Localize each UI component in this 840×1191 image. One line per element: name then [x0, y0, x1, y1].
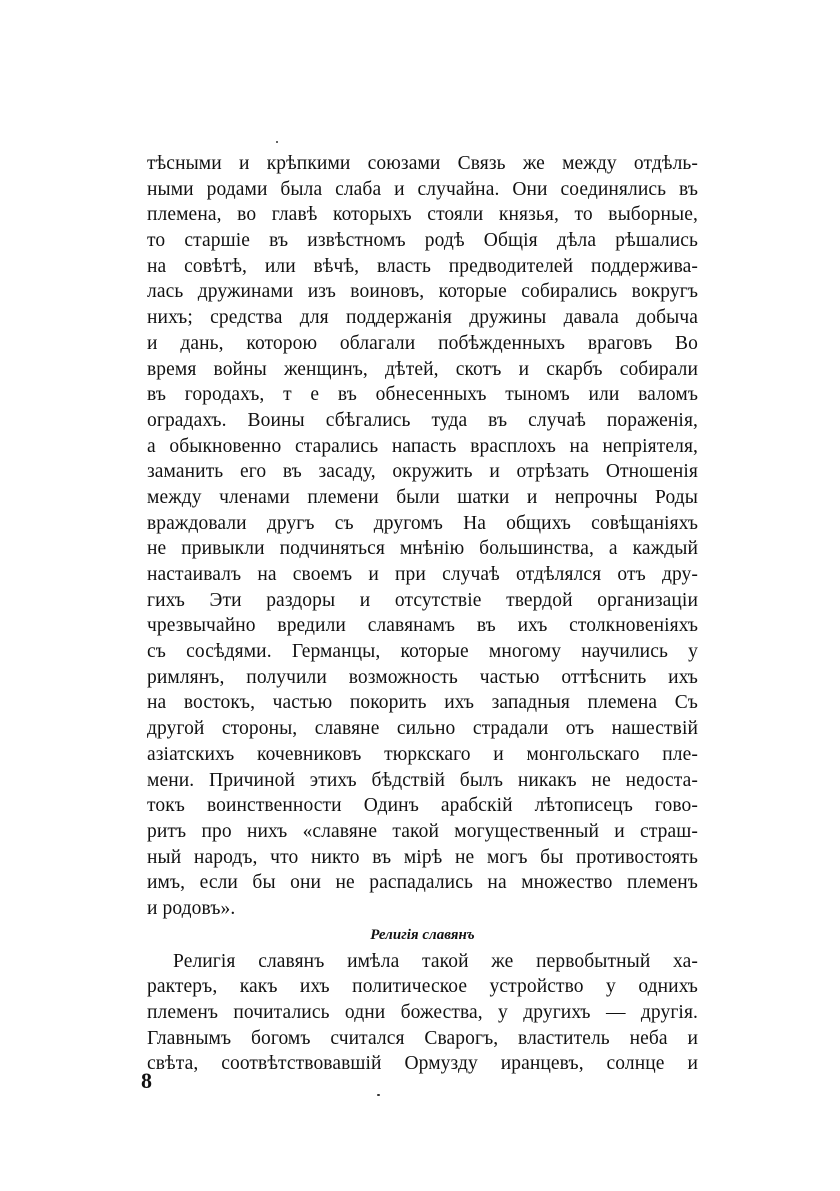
text-line: римлянъ, получили возможность частью оттѣснить ихъ: [147, 666, 698, 688]
text-line: Главнымъ богомъ считался Сварогъ, властитель неба и: [147, 1027, 698, 1049]
text-line: оградахъ. Воины сбѣгались туда въ случаѣ пораженія,: [147, 409, 698, 431]
text-line: токъ воинственности Одинъ арабскій лѣтописецъ гово-: [147, 795, 698, 817]
text-line: рактеръ, какъ ихъ политическое устройство у однихъ: [147, 976, 698, 998]
text-line: лась дружинами изъ воиновъ, которые собирались вокругъ: [147, 281, 698, 303]
text-line: настаивалъ на своемъ и при случаѣ отдѣлялся отъ дру-: [147, 564, 698, 585]
text-line: а обыкновенно старались напасть врасплохъ на непріятеля,: [147, 435, 698, 457]
text-line: на совѣтѣ, или вѣчѣ, власть предводителей поддержива-: [147, 255, 698, 277]
text-line: между членами племени были шатки и непрочны Роды: [147, 486, 698, 508]
text-line: гихъ Эти раздоры и отсутствіе твердой организаціи: [147, 589, 698, 611]
text-line: мени. Причиной этихъ бѣдствій былъ никакъ не недоста-: [147, 769, 698, 791]
text-line: на востокъ, частью покорить ихъ западныя племена Съ: [147, 692, 698, 714]
page-number: 8: [141, 1068, 152, 1093]
text-line: и дань, которою облагали побѣжденныхъ враговъ Во: [147, 332, 698, 354]
text-line: азіатскихъ кочевниковъ тюркскаго и монгольскаго пле-: [147, 743, 698, 765]
body-text: [147, 151, 698, 1077]
text-line: съ сосѣдями. Германцы, которые многому научились у: [147, 641, 698, 663]
text-line: чрезвычайно вредили славянамъ въ ихъ столкновеніяхъ: [147, 615, 698, 637]
text-line: то старшіе въ извѣстномъ родѣ Общія дѣла рѣшались: [147, 230, 698, 252]
text-line: имъ, если бы они не распадались на множество племенъ: [147, 872, 698, 894]
text-line: племенъ почитались одни божества, у другихъ — другія.: [147, 1002, 698, 1023]
text-line: Религія славянъ имѣла такой же первобытный ха-: [173, 950, 698, 972]
text-line: свѣта, соотвѣтствовавшій Ормузду иранцевъ, солнце и: [147, 1053, 698, 1075]
text-line: ритъ про нихъ «славяне такой могущественный и страш-: [147, 820, 698, 842]
text-line: племена, во главѣ которыхъ стояли князья, то выборные,: [147, 204, 698, 226]
text-line: другой стороны, славяне сильно страдали отъ нашествій: [147, 718, 698, 740]
section-heading: Религія славянъ: [370, 926, 475, 943]
print-speck: [377, 1094, 380, 1096]
text-line: не привыкли подчиняться мнѣнію большинства, а каждый: [147, 538, 698, 560]
text-line: ными родами была слаба и случайна. Они соединялись въ: [147, 178, 698, 200]
text-line: тѣсными и крѣпкими союзами Связь же между отдѣль-: [147, 153, 698, 174]
print-speck: [276, 141, 278, 143]
text-line: и родовъ».: [147, 897, 236, 919]
text-line: враждовали другъ съ другомъ На общихъ совѣщаніяхъ: [147, 512, 698, 534]
text-line: нихъ; средства для поддержанія дружины давала добыча: [147, 307, 698, 329]
text-line: въ городахъ, т е въ обнесенныхъ тыномъ или валомъ: [147, 384, 698, 406]
text-line: заманить его въ засаду, окружить и отрѣзать Отношенія: [147, 461, 698, 483]
text-line: ный народъ, что никто въ мірѣ не могъ бы противостоять: [147, 846, 698, 868]
text-line: время войны женщинъ, дѣтей, скотъ и скарбъ собирали: [147, 358, 698, 380]
